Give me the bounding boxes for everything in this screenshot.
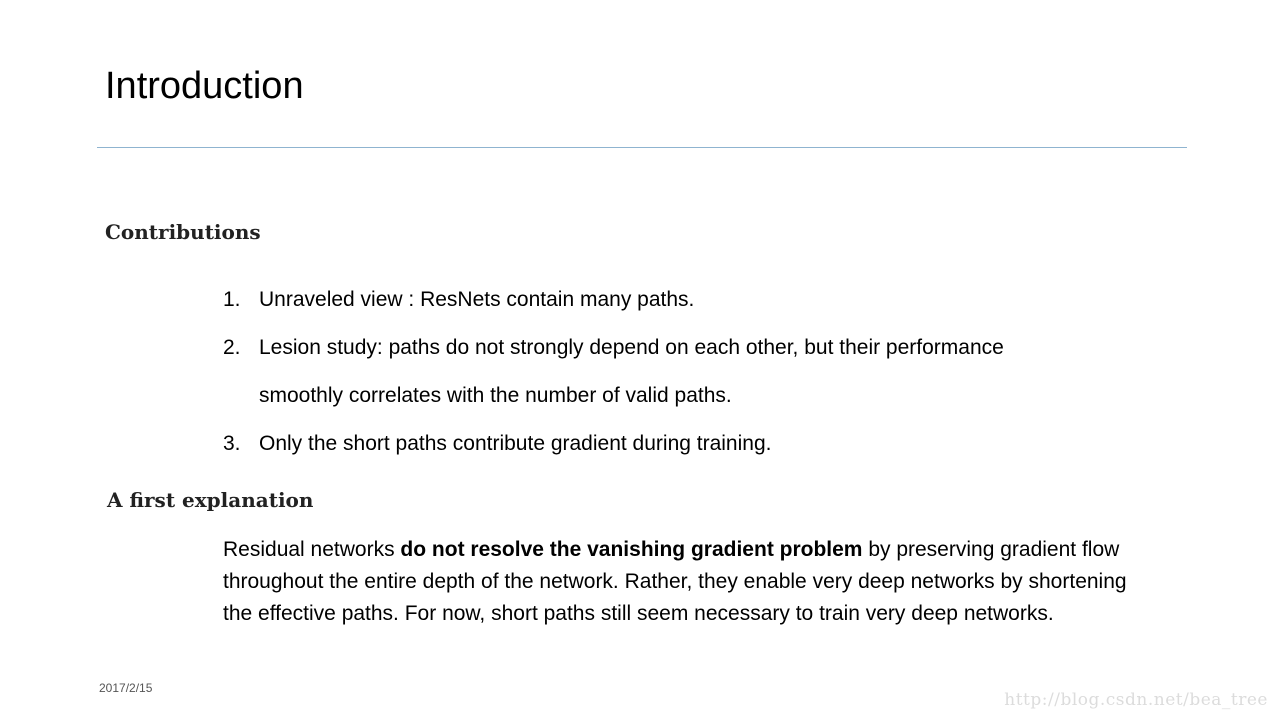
contributions-heading: Contributions [105,220,261,244]
slide-date: 2017/2/15 [99,681,153,695]
explanation-intro: Residual networks [223,538,401,561]
explanation-emphasis: do not resolve the vanishing gradient problem [400,538,863,561]
list-item-text: Unraveled view : ResNets contain many paths. [259,288,695,311]
explanation-rest: by preserving gradient flow throughout the entire depth of the network. Rather, they enable very deep networks by shortening the effective paths. For now, short paths still seem necessary to train very deep networks. [223,538,1127,625]
list-item-text: Only the short paths contribute gradient during training. [259,432,772,455]
list-item [223,324,1023,420]
contributions-list [223,276,1023,468]
list-item [223,420,1023,468]
list-number: 3. [223,432,241,455]
list-number: 1. [223,288,241,311]
title-divider [97,147,1187,148]
list-item-text: Lesion study: paths do not strongly depend on each other, but their performance smoothly correlates with the number of valid paths. [259,336,1004,407]
explanation-paragraph [223,534,1143,630]
explanation-heading: A first explanation [107,488,314,512]
list-number: 2. [223,336,241,359]
slide-title: Introduction [105,65,304,107]
watermark: http://blog.csdn.net/bea_tree [1004,690,1268,710]
list-item [223,276,1023,324]
